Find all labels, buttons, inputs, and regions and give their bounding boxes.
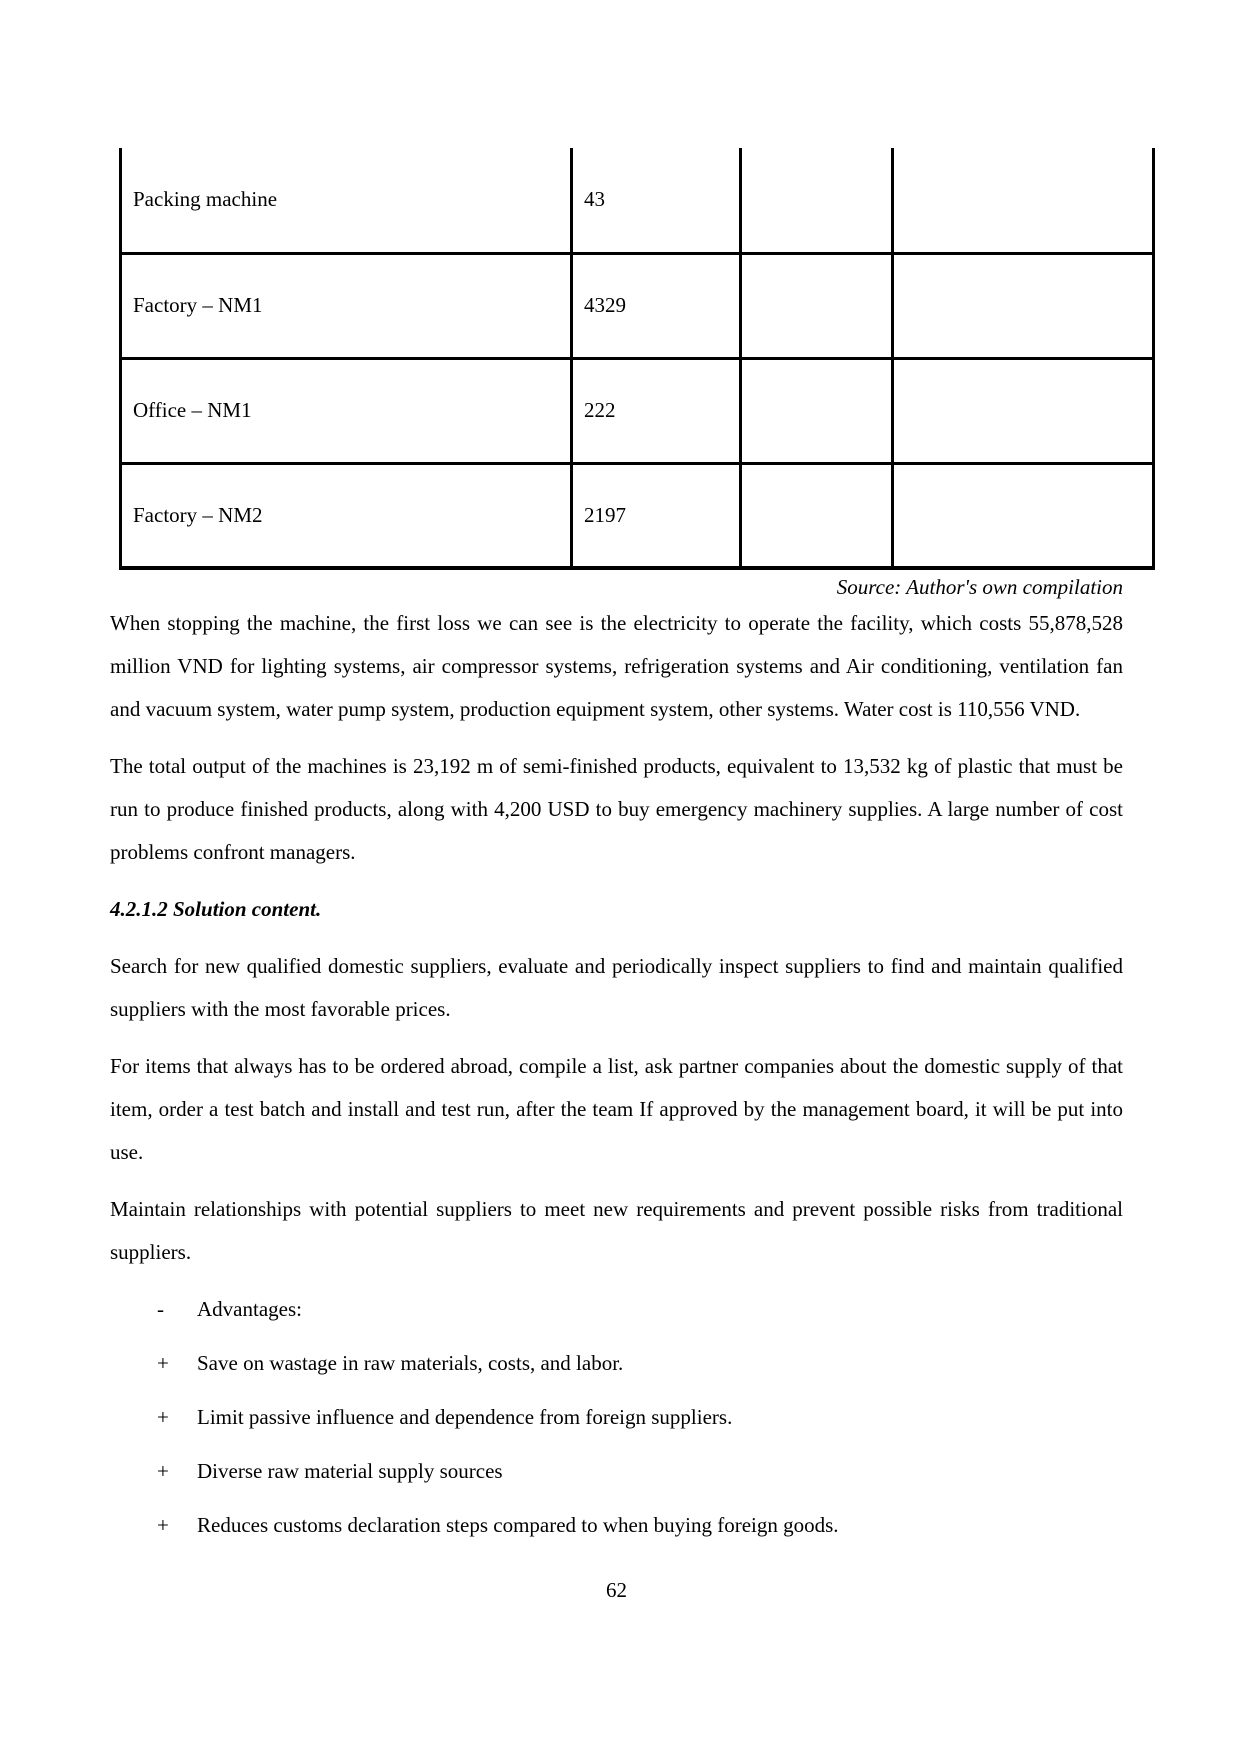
table-row — [121, 358, 1154, 463]
list-item-text: Save on wastage in raw materials, costs, and labor. — [197, 1351, 624, 1375]
table-cell-value: 4329 — [572, 253, 741, 358]
table-cell-empty — [893, 148, 1154, 253]
table-cell-value: 43 — [572, 148, 741, 253]
list-item-text: Reduces customs declaration steps compared to when buying foreign goods. — [197, 1513, 839, 1537]
table-cell-empty — [741, 253, 893, 358]
advantages-list — [110, 1288, 1123, 1547]
paragraph-maintain-relationships: Maintain relationships with potential suppliers to meet new requirements and prevent possible risks from traditional suppliers. — [110, 1197, 1123, 1264]
list-item — [110, 1504, 1123, 1547]
table-cell-equipment: Factory – NM1 — [121, 253, 572, 358]
table-row — [121, 148, 1154, 253]
table-cell-empty — [741, 148, 893, 253]
source-note: Source: Author's own compilation — [836, 575, 1123, 599]
table-cell-empty — [893, 253, 1154, 358]
table-cell-empty — [893, 358, 1154, 463]
list-item — [110, 1288, 1123, 1331]
list-item — [110, 1450, 1123, 1493]
table-row — [121, 463, 1154, 568]
list-marker-plus: + — [157, 1459, 169, 1483]
table-cell-equipment: Packing machine — [121, 148, 572, 253]
list-marker-dash: - — [157, 1297, 164, 1321]
list-marker-plus: + — [157, 1513, 169, 1537]
paragraph-total-output: The total output of the machines is 23,192 m of semi-finished products, equivalent to 13,532 kg of plastic that must be run to produce finished products, along with 4,200 USD to buy emergency machinery supplies. A large number of cost problems confront managers. — [110, 754, 1123, 864]
table-row — [121, 253, 1154, 358]
list-marker-plus: + — [157, 1405, 169, 1429]
table-cell-empty — [741, 358, 893, 463]
table-cell-empty — [741, 463, 893, 568]
list-marker-plus: + — [157, 1351, 169, 1375]
page-number: 62 — [606, 1578, 627, 1602]
paragraph-electricity-loss: When stopping the machine, the first loss we can see is the electricity to operate the facility, which costs 55,878,528 million VND for lighting systems, air compressor systems, refrigeration systems and Air conditioning, ventilation fan and vacuum system, water pump system, production equipment system, other systems. Water cost is 110,556 VND. — [110, 611, 1123, 721]
table-cell-equipment: Office – NM1 — [121, 358, 572, 463]
list-item-text: Limit passive influence and dependence from foreign suppliers. — [197, 1405, 733, 1429]
paragraph-search-suppliers: Search for new qualified domestic suppliers, evaluate and periodically inspect suppliers to find and maintain qualified suppliers with the most favorable prices. — [110, 954, 1123, 1021]
table-cell-value: 2197 — [572, 463, 741, 568]
table-cell-equipment: Factory – NM2 — [121, 463, 572, 568]
list-item-text: Diverse raw material supply sources — [197, 1459, 503, 1483]
table-cell-value: 222 — [572, 358, 741, 463]
list-item-text: Advantages: — [197, 1297, 302, 1321]
paragraph-ordered-abroad: For items that always has to be ordered abroad, compile a list, ask partner companies about the domestic supply of that item, order a test batch and install and test run, after the team If approved by the management board, it will be put into use. — [110, 1054, 1123, 1164]
table-cell-empty — [893, 463, 1154, 568]
list-item — [110, 1342, 1123, 1385]
equipment-downtime-table — [119, 148, 1155, 570]
section-heading: 4.2.1.2 Solution content. — [110, 897, 322, 921]
list-item — [110, 1396, 1123, 1439]
